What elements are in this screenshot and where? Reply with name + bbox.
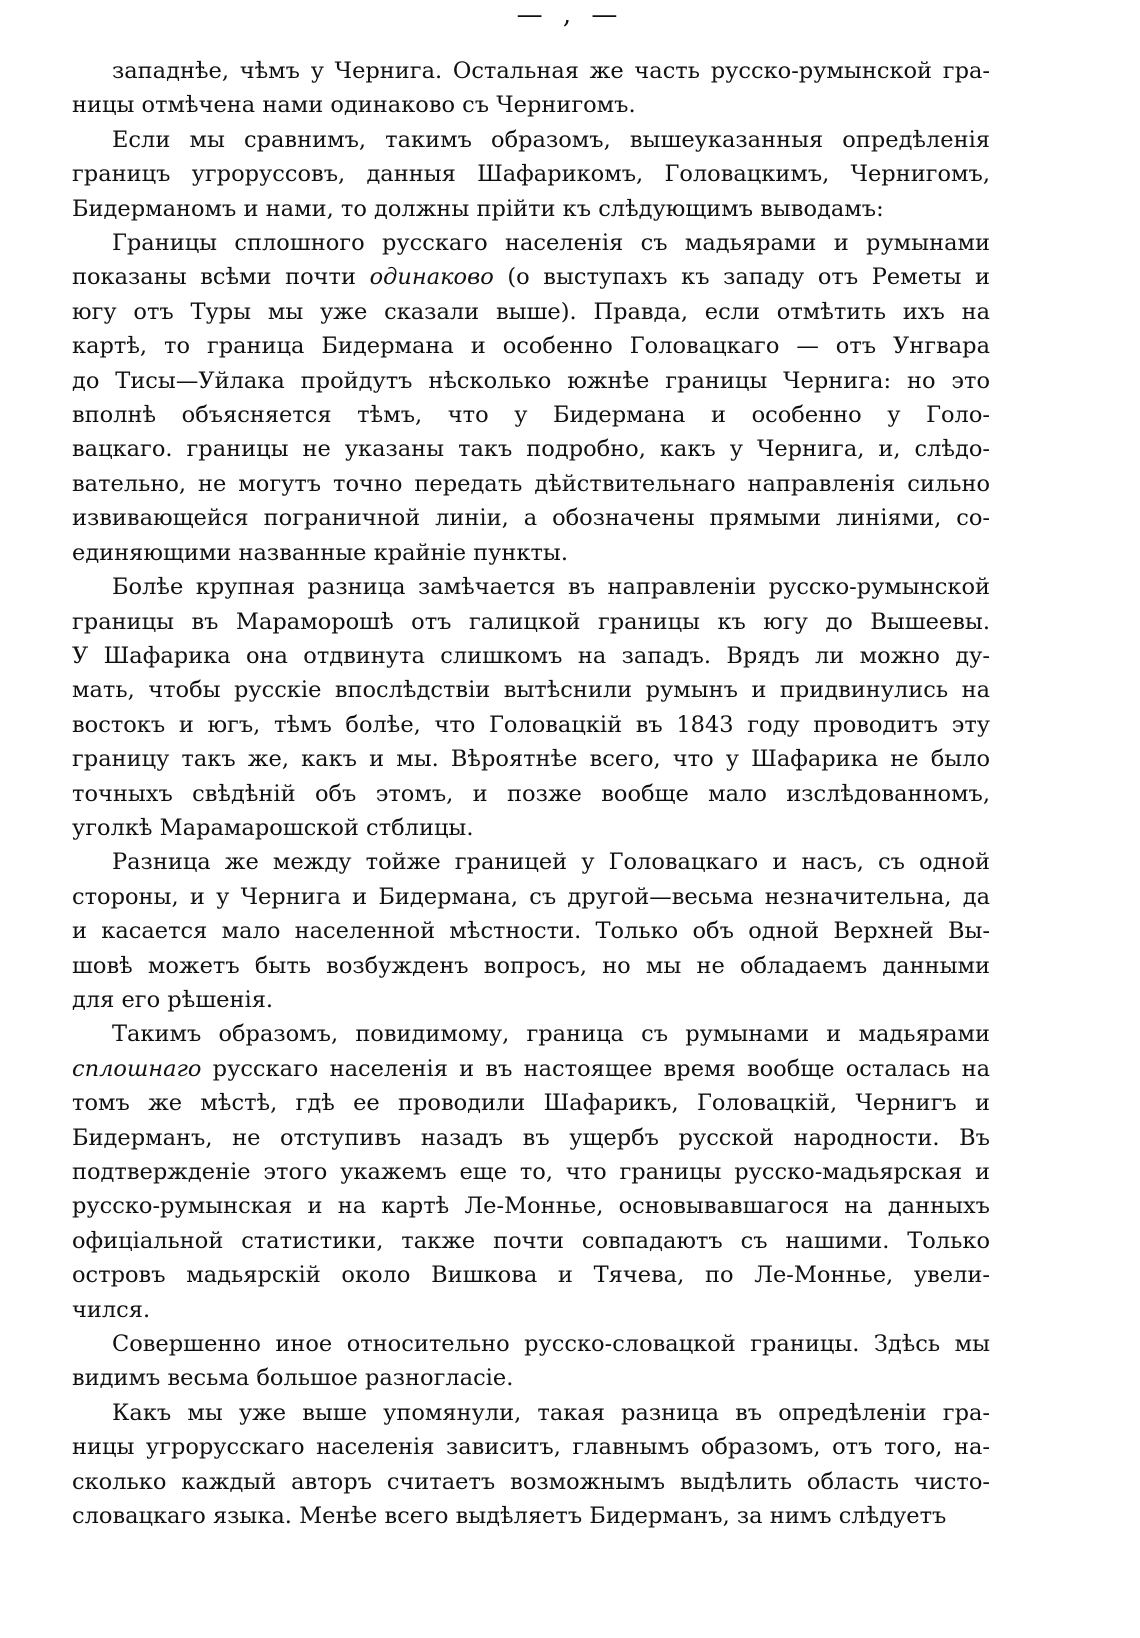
text-line: показаны всѣми почти одинаково (о выступахъ къ западу отъ Реметы и — [72, 264, 990, 291]
paragraph — [72, 123, 990, 226]
text-line: стороны, и у Чернига и Бидермана, съ другой—весьма незначительна, да — [72, 883, 990, 910]
text-line: границу такъ же, какъ и мы. Вѣроятнѣе всего, что у Шафарика не было — [72, 746, 990, 773]
text-line: Бидерманъ, не отступивъ назадъ въ ущербъ русской народности. Въ — [72, 1124, 990, 1151]
text-line: уголкѣ Марамарошской стблицы. — [72, 814, 474, 841]
italic-word: сплошнаго — [72, 1055, 202, 1082]
text-line: границы въ Мараморошѣ отъ галицкой границы къ югу до Вышеевы. — [72, 608, 990, 635]
text-line: островъ мадьярскій около Вишкова и Тячева, по Ле-Монньe, увели- — [72, 1262, 990, 1289]
text-line: Если мы сравнимъ, такимъ образомъ, вышеуказанныя опредѣленія — [112, 126, 990, 153]
text-line: вполнѣ объясняется тѣмъ, что у Бидермана и особенно у Голо- — [72, 402, 990, 429]
text-line: Бидерманомъ и нами, то должны прійти къ слѣдующимъ выводамъ: — [72, 195, 884, 222]
text-line: чился. — [72, 1296, 151, 1323]
text-line: единяющими названные крайніе пункты. — [72, 539, 568, 566]
page-body — [72, 54, 990, 1533]
text-line: и касается мало населенной мѣстности. Только объ одной Верхней Вы- — [72, 918, 990, 945]
text-line: Какъ мы уже выше упомянули, такая разница въ опредѣленіи гра- — [112, 1399, 990, 1426]
text-line: Разница же между тойже границей у Головацкаго и насъ, съ одной — [112, 849, 990, 876]
paragraph — [72, 570, 990, 845]
text-line: Такимъ образомъ, повидимому, граница съ румынами и мадьярами — [112, 1021, 990, 1048]
text-line: видимъ весьма большое разногласіе. — [72, 1365, 514, 1392]
text-line: вацкаго. границы не указаны такъ подробно, какъ у Чернига, и, слѣдо- — [72, 436, 990, 463]
text-line: картѣ, то граница Бидермана и особенно Головацкаго — отъ Унгвара — [72, 333, 990, 360]
paragraph — [72, 1017, 990, 1327]
text-line: ницы угрорусскаго населенія зависитъ, главнымъ образомъ, отъ того, на- — [72, 1434, 990, 1461]
italic-word: одинаково — [369, 264, 494, 291]
text-line: югу отъ Туры мы уже сказали выше). Правда, если отмѣтить ихъ на — [72, 298, 990, 325]
text-line: сплошнаго русскаго населенія и въ настоящее время вообще осталась на — [72, 1055, 990, 1082]
text-line: для его рѣшенія. — [72, 986, 274, 1013]
paragraph — [72, 1396, 990, 1534]
text-line: словацкаго языка. Менѣе всего выдѣляетъ Бидерманъ, за нимъ слѣдуетъ — [72, 1503, 947, 1530]
text-line: мать, чтобы русскіе впослѣдствіи вытѣснили румынъ и придвинулись на — [72, 677, 990, 704]
paragraph — [72, 845, 990, 1017]
text-line: границъ угроруссовъ, данныя Шафарикомъ, Головацкимъ, Чернигомъ, — [72, 161, 990, 188]
text-line: шовѣ можетъ быть возбужденъ вопросъ, но мы не обладаемъ данными — [72, 952, 990, 979]
text-line: до Тисы—Уйлака пройдутъ нѣсколько южнѣе границы Чернига: но это — [72, 367, 990, 394]
text-line: подтвержденіе этого укажемъ еще то, что границы русско-мадьярская и — [72, 1159, 990, 1185]
paragraph — [72, 54, 990, 123]
text-line: точныхъ свѣдѣній объ этомъ, и позже вообще мало изслѣдованномъ, — [72, 780, 990, 807]
text-line: Совершенно иное относительно русско-словацкой границы. Здѣсь мы — [112, 1331, 990, 1358]
text-line: вательно, не могутъ точно передать дѣйствительнаго направленія сильно — [72, 470, 990, 497]
text-line: ницы отмѣчена нами одинаково съ Чернигомъ. — [72, 92, 636, 119]
paragraph — [72, 1327, 990, 1396]
text-line: востокъ и югъ, тѣмъ болѣе, что Головацкій въ 1843 году проводитъ эту — [72, 711, 990, 738]
paragraph — [72, 226, 990, 570]
text-line: извивающейся пограничной линіи, а обозначены прямыми линіями, со- — [72, 505, 990, 532]
text-line: русско-румынская и на картѣ Ле-Монньe, основывавшагося на данныхъ — [72, 1193, 990, 1220]
text-line: томъ же мѣстѣ, гдѣ ее проводили Шафарикъ, Головацкій, Чернигъ и — [72, 1090, 990, 1117]
page-header-mark: — , — — [516, 0, 624, 30]
text-line: западнѣе, чѣмъ у Чернига. Остальная же часть русско-румынской гра- — [112, 58, 990, 84]
text-line: У Шафарика она отдвинута слишкомъ на западъ. Врядъ ли можно ду- — [72, 642, 990, 669]
text-line: Границы сплошного русскаго населенія съ мадьярами и румынами — [112, 230, 990, 257]
text-line: офиціальной статистики, также почти совпадаютъ съ нашими. Только — [72, 1227, 990, 1254]
text-line: Болѣе крупная разница замѣчается въ направленіи русско-румынской — [112, 574, 990, 601]
text-line: сколько каждый авторъ считаетъ возможнымъ выдѣлить область чисто- — [72, 1468, 990, 1495]
